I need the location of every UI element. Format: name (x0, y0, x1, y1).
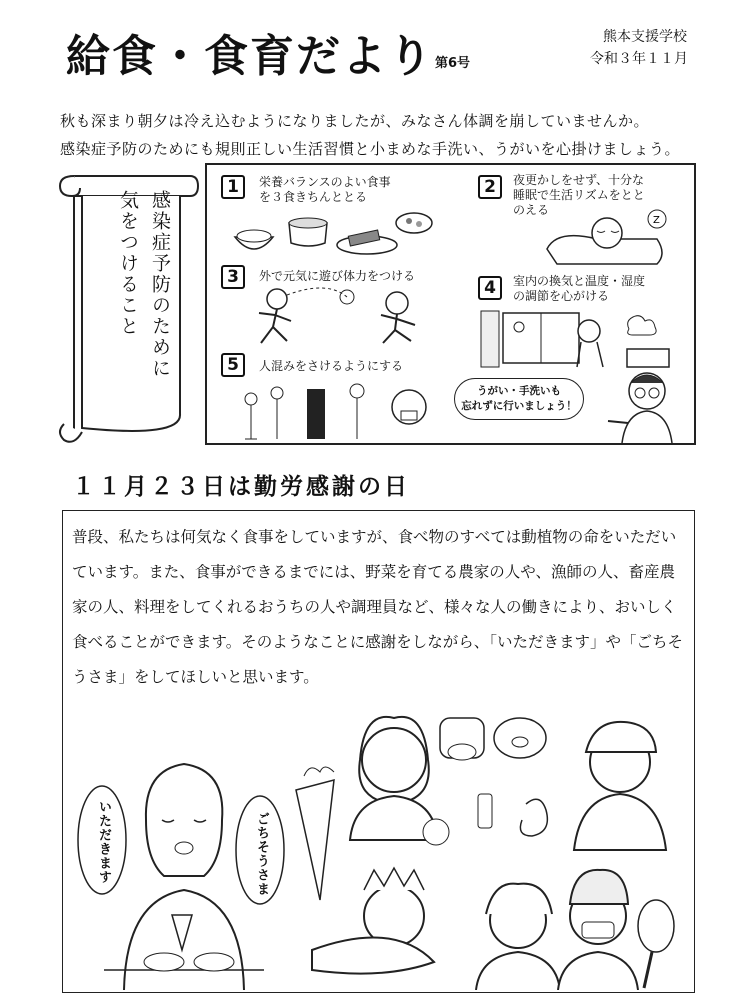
sleeping-child-illustration (537, 209, 677, 269)
tip-3-text: 外で元気に遊び体力をつける (259, 269, 416, 283)
tip-4-number: 4 (478, 276, 502, 300)
svg-text:Z: Z (653, 215, 660, 226)
tip-5-text: 人混みをさけるようにする (259, 359, 404, 373)
story-paragraph: 普段、私たちは何気なく食事をしていますが、食べ物のすべては動植物の命をいただいています。また、食事ができるまでには、野菜を育てる農家の人や、漁師の人、畜産農家の人、料理をしてくれるおうちの人や調理員など、様々な人の働きにより、おいしく食べることができます。そのようなことに感謝をしながら、「いただきます」や「ごちそうさま」をしてほしいと思います。 (72, 528, 684, 686)
scroll-line-1: 感染症予防のために (149, 190, 171, 379)
speech-gochisousama: ごちそうさま (254, 812, 269, 896)
crowd-illustration (237, 383, 447, 441)
tip-1-text: 栄養バランスのよい食事 を３食きちんととる (259, 175, 391, 204)
scroll-line-2: 気をつけること (117, 190, 139, 337)
issue-number: 第6号 (435, 56, 471, 71)
tip-5-number: 5 (221, 353, 245, 377)
speech-itadakimasu: いただきます (96, 800, 111, 884)
tip-4-text: 室内の換気と温度・湿度 の調節を心がける (513, 274, 646, 303)
meal-illustration (229, 209, 434, 261)
intro-line-1: 秋も深まり朝夕は冷え込むようになりましたが、みなさん体調を崩していませんか。 (60, 112, 650, 130)
reminder-speech-bubble: うがい・手洗いも 忘れずに行いましょう！ (454, 378, 584, 420)
labor-thanksgiving-heading: １１月２３日は勤労感謝の日 (72, 474, 410, 500)
food-workers-illustration (64, 700, 694, 990)
scroll-text (76, 190, 176, 430)
tip-3-number: 3 (221, 265, 245, 289)
running-children-illustration (247, 285, 427, 347)
school-name: 熊本支援学校 (603, 29, 687, 45)
teacher-illustration (602, 365, 692, 443)
tip-2-number: 2 (478, 175, 502, 199)
window-ventilation-illustration (479, 309, 691, 371)
tip-1-number: 1 (221, 175, 245, 199)
issue-date: 令和３年１１月 (590, 51, 688, 67)
newsletter-title: 給食・食育だより (66, 31, 434, 82)
tip-2-text: 夜更かしをせず、十分な 睡眠で生活リズムをとと のえる (513, 173, 645, 217)
intro-line-2: 感染症予防のためにも規則正しい生活習慣と小まめな手洗い、うがいを心掛けましょう。 (60, 140, 681, 158)
tips-box (205, 163, 696, 445)
